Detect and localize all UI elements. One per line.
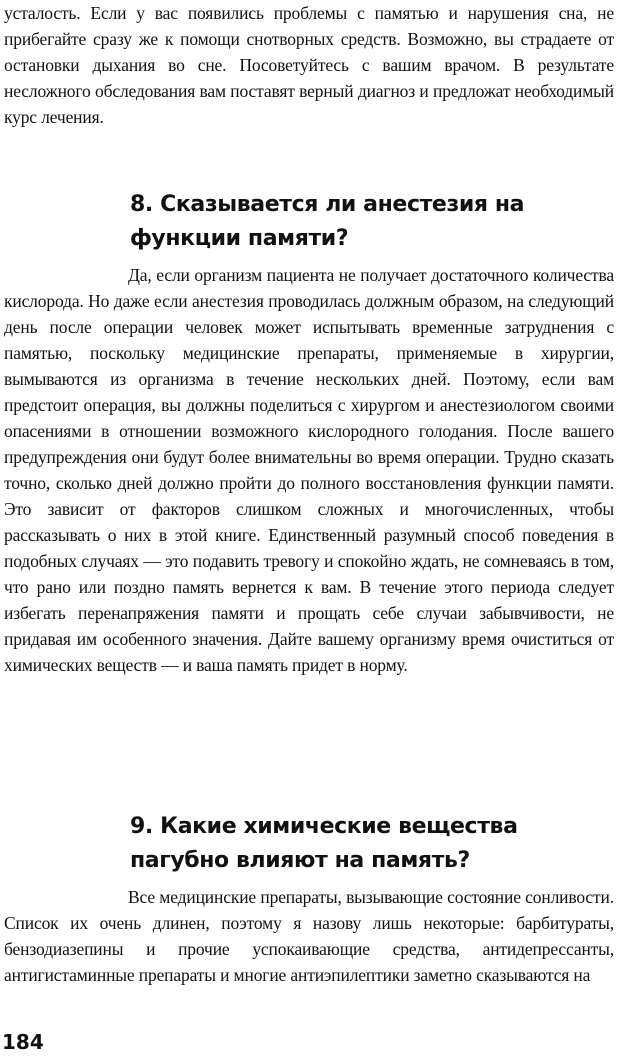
section-9-heading-line-2: пагубно влияют на память? xyxy=(130,848,470,873)
body-paragraph-continued: усталость. Если у вас появились проблемы с памятью и нарушения сна, не прибегайте сразу же к помощи снотворных средств. Возможно, вы страдаете от остановки дыхания во сне. Посоветуйтесь с вашим врачом. В результате несложного обследования вам поставят верный диагноз и предложат необходимый курс лечения. xyxy=(4,3,614,127)
section-8-heading xyxy=(130,188,600,256)
section-8-heading-line-2: функции памяти? xyxy=(130,226,349,251)
section-8-paragraph: Да, если организм пациента не получает достаточного количества кислорода. Но даже если анестезия проводилась должным образом, на следующий день после операции человек может испытывать временные затруднения с памятью, поскольку медицинские препараты, применяемые в хирургии, вымываются из организма в течение нескольких дней. Поэтому, если вам предстоит операция, вы должны поделиться с хирургом и анестезиологом своими опасениями в отношении возможного кислородного голодания. После вашего предупреждения они будут более внимательны во время операции. Трудно сказать точно, сколько дней должно пройти до полного восстановления функции памяти. Это зависит от факторов слишком сложных и многочисленных, чтобы рассказывать о них в этой книге. Единственный разумный способ поведения в подобных случаях — это подавить тревогу и спокойно ждать, не сомневаясь в том, что рано или поздно память вернется к вам. В течение этого периода следует избегать перенапряжения памяти и прощать себе случаи забывчивости, не придавая им особенного значения. Дайте вашему организму время очиститься от химических веществ — и ваша память придет в норму. xyxy=(4,265,614,675)
page-number: 184 xyxy=(2,1030,44,1054)
section-8-heading-line-1: 8. Сказывается ли анестезия на xyxy=(130,192,525,217)
section-9-paragraph: Все медицинские препараты, вызывающие состояние сонливости. Список их очень длинен, поэтому я назову лишь некоторые: барбитураты, бензодиазепины и прочие успокаивающие средства, антидепрессанты, антигистаминные препараты и многие антиэпилептики заметно сказываются на xyxy=(4,887,614,985)
section-9-heading xyxy=(130,810,600,878)
section-9-heading-line-1: 9. Какие химические вещества xyxy=(130,814,518,839)
